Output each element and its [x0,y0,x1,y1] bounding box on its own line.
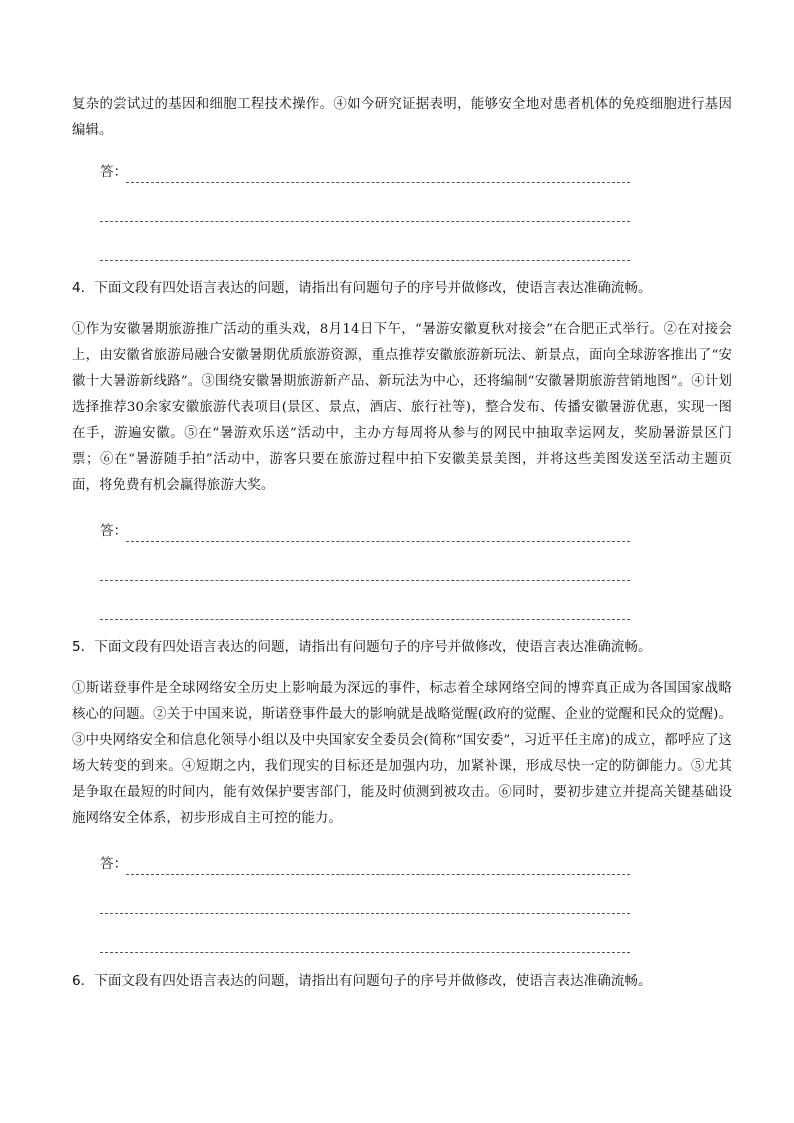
answer-dots [100,619,630,620]
intro-passage: 复杂的尝试过的基因和细胞工程技术操作。④如今研究证据表明，能够安全地对患者机体的免疫细胞进行基因编辑。 [72,97,732,138]
answer-dots [100,580,630,581]
answer-dots [100,952,630,953]
question-text: 下面文段有四处语言表达的问题，请指出有问题句子的序号并做修改，使语言表达准确流畅。 [94,973,652,989]
answer-line-q5-1[interactable] [100,856,630,876]
answer-line-q3-2[interactable] [100,203,630,223]
answer-line-q4-2[interactable] [100,562,630,582]
question-4-prompt [72,275,752,301]
answer-dots [126,182,630,183]
answer-dots [100,260,630,261]
question-5-passage: ①斯诺登事件是全球网络安全历史上影响最为深远的事件，标志着全球网络空间的博弈真正成为各国国家战略核心的问题。②关于中国来说，斯诺登事件最大的影响就是战略觉醒(政府的觉醒、企业的觉醒和民众的觉醒)。③中央网络安全和信息化领导小组以及中央国家安全委员会(简称“国安委”，习近平任主席)的成立，都呼应了这场大转变的到来。④短期之内，我们现实的目标还是加强内功，加紧补课，形成尽快一定的防御能力。⑤尤其是争取在最短的时间内，能有效保护要害部门，能及时侦测到被攻击。⑥同时，要初步建立并提高关键基础设施网络安全体系，初步形成自主可控的能力。 [72,681,732,826]
question-6-prompt [72,968,752,994]
answer-line-q5-2[interactable] [100,895,630,915]
question-text: 下面文段有四处语言表达的问题，请指出有问题句子的序号并做修改，使语言表达准确流畅。 [94,280,652,296]
answer-label: 答： [100,856,128,872]
answer-line-q4-1[interactable] [100,523,630,543]
answer-line-q4-3[interactable] [100,601,630,621]
answer-dots [126,541,630,542]
answer-dots [126,874,630,875]
question-4-passage: ①作为安徽暑期旅游推广活动的重头戏，8月14日下午，“暑游安徽夏秋对接会”在合肥正式举行。②在对接会上，由安徽省旅游局融合安徽暑期优质旅游资源，重点推荐安徽旅游新玩法、新景点，面向全球游客推出了“安徽十大暑游新线路”。③围绕安徽暑期旅游新产品、新玩法为中心，还将编制“安徽暑期旅游营销地图”。④计划选择推荐30余家安徽旅游代表项目(景区、景点，酒店、旅行社等)，整合发布、传播安徽暑游优惠，实现一图在手，游遍安徽。⑤在“暑游欢乐送”活动中，主办方每周将从参与的网民中抽取幸运网友，奖励暑游景区门票；⑥在“暑游随手拍”活动中，游客只要在旅游过程中拍下安徽美景美图，并将这些美图发送至活动主题页面，将免费有机会赢得旅游大奖。 [72,322,732,493]
answer-label: 答： [100,523,128,539]
answer-dots [100,913,630,914]
answer-line-q3-1[interactable] [100,164,630,184]
answer-line-q5-3[interactable] [100,934,630,954]
question-number: 4． [72,280,95,296]
question-number: 5． [72,639,95,655]
question-number: 6． [72,973,95,989]
answer-dots [100,221,630,222]
answer-label: 答： [100,164,128,180]
question-text: 下面文段有四处语言表达的问题，请指出有问题句子的序号并做修改，使语言表达准确流畅。 [94,639,652,655]
question-5-prompt [72,634,752,660]
answer-line-q3-3[interactable] [100,242,630,262]
